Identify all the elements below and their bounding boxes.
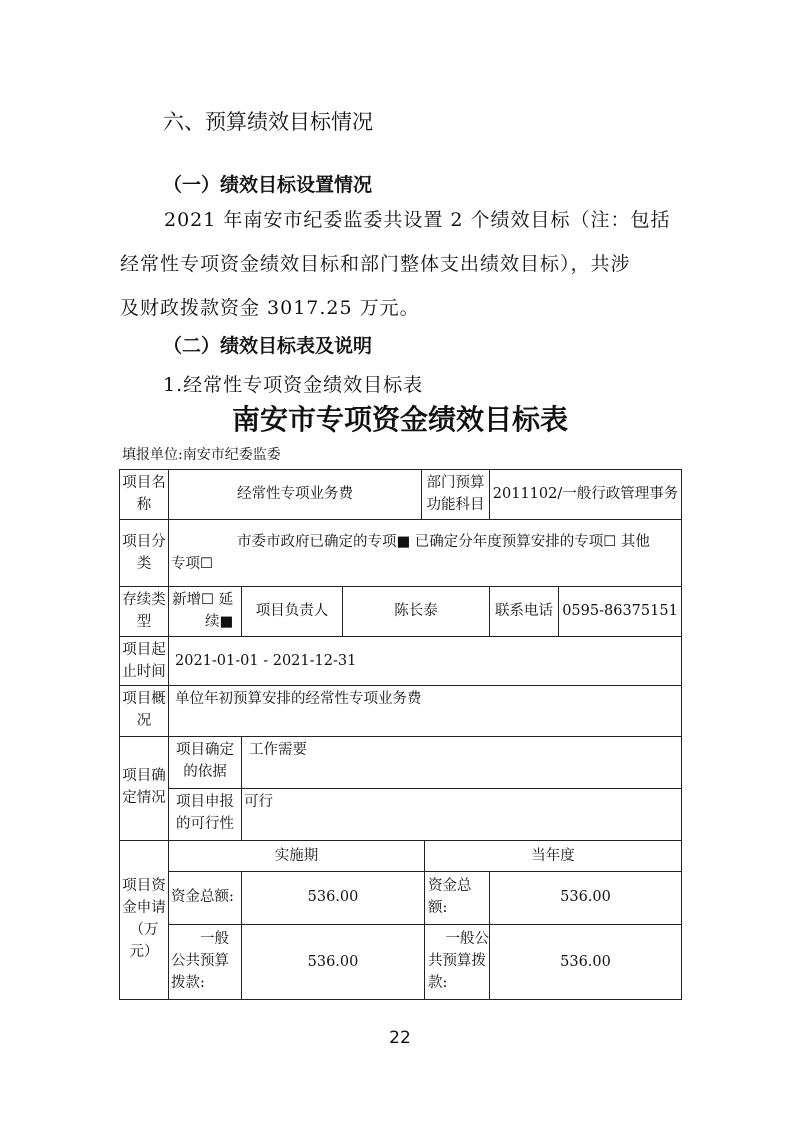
- label-project-leader: 项目负责人: [255, 603, 329, 619]
- subheading-1: （一）绩效目标设置情况: [163, 174, 373, 196]
- continuity-type-value: 新增☐ 延 续■: [172, 592, 234, 630]
- label-project-category: 项目分 类: [122, 534, 166, 572]
- label-phone: 联系电话: [495, 603, 553, 619]
- total-funds-year-value: 536.00: [560, 889, 611, 905]
- label-project-overview: 项目概 况: [122, 691, 166, 729]
- reporting-unit: 填报单位:南安市纪委监委: [122, 447, 281, 463]
- label-project-name: 项目名 称: [122, 475, 166, 513]
- general-budget-year-value: 536.00: [560, 954, 611, 970]
- subheading-2: （二）绩效目标表及说明: [163, 335, 373, 357]
- label-feasibility: 项目申报 的可行性: [176, 794, 234, 832]
- total-funds-impl-value: 536.00: [307, 889, 359, 905]
- dept-budget-subject-value: 2011102/一般行政管理事务: [492, 486, 679, 502]
- paragraph-line-3: 及财政拨款资金 3017.25 万元。: [120, 297, 420, 319]
- paragraph-line-2: 经常性专项资金绩效目标和部门整体支出绩效目标），共涉: [120, 253, 631, 275]
- paragraph-line-1: 2021 年南安市纪委监委共设置 2 个绩效目标（注：包括: [164, 209, 671, 231]
- label-general-budget-impl: 一般 公共预算 拨款:: [171, 931, 229, 991]
- label-general-budget-year: 一般公 共预算拨 款:: [428, 931, 489, 991]
- item-heading: 1.经常性专项资金绩效目标表: [163, 374, 424, 396]
- determination-basis-value: 工作需要: [249, 742, 307, 758]
- project-name-value: 经常性专项业务费: [237, 486, 353, 502]
- label-determination-basis: 项目确定 的依据: [176, 742, 234, 780]
- table-title: 南安市专项资金绩效目标表: [231, 403, 568, 436]
- feasibility-value: 可行: [244, 794, 273, 810]
- label-continuity-type: 存续类 型: [122, 592, 166, 630]
- header-current-year: 当年度: [531, 848, 575, 864]
- label-fund-application: 项目资 金申请 （万 元）: [122, 878, 166, 960]
- label-total-funds-year: 资金总 额:: [428, 878, 472, 916]
- page-number: 22: [389, 1028, 411, 1048]
- project-overview-value: 单位年初预算安排的经常性专项业务费: [175, 691, 422, 707]
- header-implementation-period: 实施期: [274, 848, 319, 864]
- project-leader-value: 陈长泰: [394, 603, 438, 619]
- section-heading: 六、预算绩效目标情况: [163, 110, 373, 134]
- label-project-determination: 项目确 定情况: [122, 768, 166, 806]
- phone-value: 0595-86375151: [562, 603, 678, 619]
- label-dept-budget-subject: 部门预算 功能科目: [426, 475, 485, 513]
- label-total-funds: 资金总额:: [171, 889, 234, 905]
- general-budget-impl-value: 536.00: [307, 954, 359, 970]
- project-category-value: 市委市政府已确定的专项■ 已确定分年度预算安排的专项☐ 其他 专项☐: [171, 534, 650, 572]
- label-project-period: 项目起 止时间: [122, 642, 166, 680]
- project-period-value: 2021-01-01 - 2021-12-31: [175, 653, 357, 669]
